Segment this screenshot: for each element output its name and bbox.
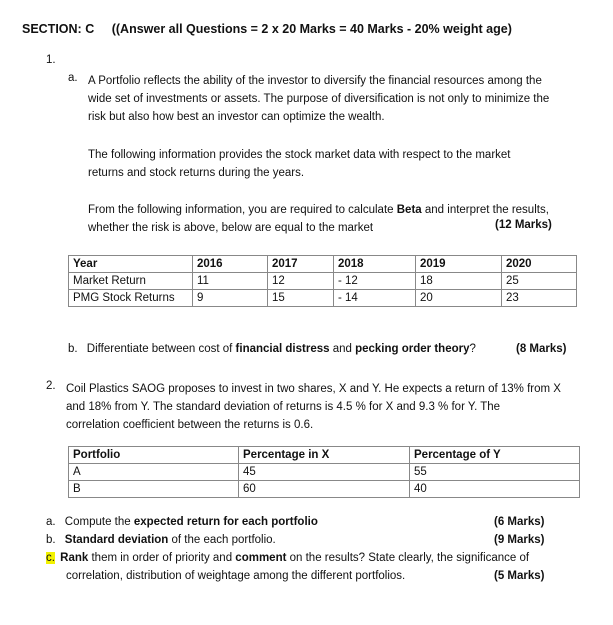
table-cell: 9	[193, 290, 268, 307]
question-2-paragraph	[66, 380, 561, 434]
text-line: Coil Plastics SAOG proposes to invest in two shares, X and Y. He expects a return of 13% from X	[66, 383, 561, 395]
pecking-order-term: pecking order theory	[355, 343, 470, 355]
question-1a-paragraph-1	[88, 72, 549, 126]
financial-distress-term: financial distress	[235, 343, 330, 355]
question-2a	[46, 516, 318, 528]
table-header-cell: 2020	[502, 256, 577, 273]
comment-term: comment	[235, 552, 287, 564]
table-cell: 18	[416, 273, 502, 290]
table-cell: 20	[416, 290, 502, 307]
question-1b	[68, 343, 476, 355]
table-cell: - 14	[334, 290, 416, 307]
text-line: wide set of investments or assets. The purpose of diversification is not only to minimize the	[88, 93, 550, 105]
section-label: SECTION: C	[22, 22, 95, 36]
text-line: The following information provides the stock market data with respect to the market	[88, 149, 511, 161]
table-cell: 55	[410, 464, 580, 481]
question-1a-label: a.	[68, 72, 78, 84]
question-2a-label: a.	[46, 516, 56, 528]
question-1b-marks: (8 Marks)	[516, 343, 567, 355]
text-line: risk but also how best an investor can optimize the wealth.	[88, 111, 385, 123]
question-2c	[46, 552, 529, 564]
question-2a-marks: (6 Marks)	[494, 516, 545, 528]
question-2c-line-2: correlation, distribution of weightage among the different portfolios.	[66, 570, 406, 582]
text-line	[88, 201, 549, 219]
table-header-cell: Percentage of Y	[410, 447, 580, 464]
table-cell: B	[69, 481, 239, 498]
table-cell: - 12	[334, 273, 416, 290]
table-row	[69, 464, 580, 481]
question-1a-paragraph-2	[88, 146, 511, 182]
text-run: and	[329, 343, 356, 355]
question-2c-label-highlighted: c.	[46, 552, 55, 564]
standard-deviation-term: Standard deviation	[64, 534, 169, 546]
question-2c-marks: (5 Marks)	[494, 570, 545, 582]
question-2-number: 2.	[46, 380, 56, 392]
table-cell: Market Return	[69, 273, 193, 290]
text-line: correlation coefficient between the returns is 0.6.	[66, 419, 314, 431]
question-1-number: 1.	[46, 54, 56, 66]
table-header-cell: 2018	[334, 256, 416, 273]
text-run: Differentiate between cost of	[86, 343, 236, 355]
section-title	[22, 22, 512, 36]
text-run: and interpret the results,	[421, 204, 549, 216]
text-line: and 18% from Y. The standard deviation of returns is 4.5 % for X and 9.3 % for Y. The	[66, 401, 501, 413]
table-row	[69, 273, 577, 290]
table-cell: 60	[239, 481, 410, 498]
question-1a-marks: (12 Marks)	[495, 219, 552, 231]
table-header-cell: Year	[69, 256, 193, 273]
text-run: on the results? State clearly, the significance of	[286, 552, 530, 564]
table-header-cell: Portfolio	[69, 447, 239, 464]
text-run: them in order of priority and	[88, 552, 236, 564]
table-header-cell: 2019	[416, 256, 502, 273]
rank-term: Rank	[60, 552, 89, 564]
table-cell: 23	[502, 290, 577, 307]
portfolio-table	[68, 446, 580, 498]
text-run: Compute the	[64, 516, 134, 528]
table-header-cell: 2017	[268, 256, 334, 273]
market-return-table	[68, 255, 577, 307]
question-2b	[46, 534, 276, 546]
table-row	[69, 290, 577, 307]
text-run: of the each portfolio.	[168, 534, 276, 546]
table-header-row	[69, 447, 580, 464]
table-header-cell: 2016	[193, 256, 268, 273]
question-1b-label: b.	[68, 343, 78, 355]
question-2b-label: b.	[46, 534, 56, 546]
question-2b-marks: (9 Marks)	[494, 534, 545, 546]
table-cell: PMG Stock Returns	[69, 290, 193, 307]
table-header-row	[69, 256, 577, 273]
text-line: whether the risk is above, below are equal to the market	[88, 222, 374, 234]
text-run: ?	[469, 343, 476, 355]
section-instruction: ((Answer all Questions = 2 x 20 Marks = 40 Marks - 20% weight age)	[111, 22, 512, 36]
question-1a-paragraph-3	[88, 201, 549, 237]
text-run: From the following information, you are required to calculate	[88, 204, 397, 216]
text-line: A Portfolio reflects the ability of the investor to diversify the financial resources among the	[88, 75, 542, 87]
table-header-cell: Percentage in X	[239, 447, 410, 464]
table-cell: A	[69, 464, 239, 481]
expected-return-term: expected return for each portfolio	[133, 516, 318, 528]
table-row	[69, 481, 580, 498]
table-cell: 40	[410, 481, 580, 498]
beta-term: Beta	[396, 204, 422, 216]
text-line: returns and stock returns during the years.	[88, 167, 305, 179]
table-cell: 12	[268, 273, 334, 290]
table-cell: 25	[502, 273, 577, 290]
table-cell: 45	[239, 464, 410, 481]
table-cell: 11	[193, 273, 268, 290]
table-cell: 15	[268, 290, 334, 307]
